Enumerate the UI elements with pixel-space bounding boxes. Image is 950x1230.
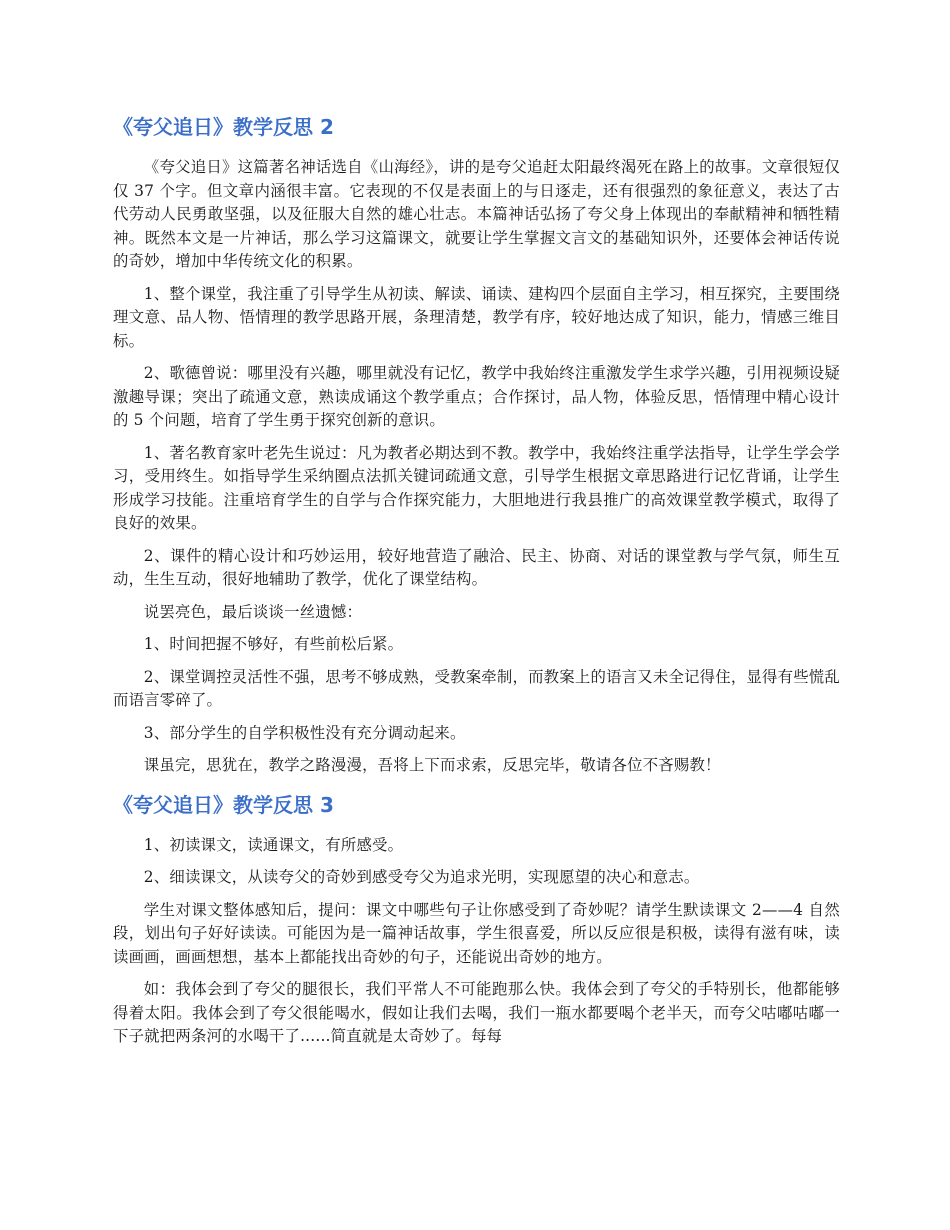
paragraph: 《夸父追日》这篇著名神话选自《山海经》，讲的是夸父追赶太阳最终渴死在路上的故事。文章很短仅仅 37 个字。但文章内涵很丰富。它表现的不仅是表面上的与日逐走，还有很强烈的象征意义，表达了古代劳动人民勇敢坚强，以及征服大自然的雄心壮志。本篇神话弘扬了夸父身上体现出的奉献精神和牺牲精神。既然本文是一片神话，那么学习这篇课文，就要让学生掌握文言文的基础知识外，还要体会神话传说的奇妙，增加中华传统文化的积累。 xyxy=(113,158,840,270)
section-title: 《夸父追日》教学反思 3 xyxy=(113,792,334,817)
paragraph: 课虽完，思犹在，教学之路漫漫，吾将上下而求索，反思完毕，敬请各位不吝赐教！ xyxy=(143,756,721,774)
paragraph: 2、歌德曾说：哪里没有兴趣，哪里就没有记忆，教学中我始终注重激发学生求学兴趣，引用视频设疑激趣导课；突出了疏通文意，熟读成诵这个教学重点；合作探讨，品人物，体验反思，悟情理中精心设计的 5 个问题，培育了学生勇于探究创新的意识。 xyxy=(113,364,840,429)
paragraph: 学生对课文整体感知后，提问：课文中哪些句子让你感受到了奇妙呢？请学生默读课文 2——4 自然段，划出句子好好读读。可能因为是一篇神话故事，学生很喜爱，所以反应很是积极，读得有滋有味，读读画画，画画想想，基本上都能找出奇妙的句子，还能说出奇妙的地方。 xyxy=(113,900,840,966)
paragraph: 1、整个课堂，我注重了引导学生从初读、解读、诵读、建构四个层面自主学习，相互探究，主要围绕理文意、品人物、悟情理的教学思路开展，条理清楚，教学有序，较好地达成了知识，能力，情感三维目标。 xyxy=(113,284,840,350)
paragraph: 2、课堂调控灵活性不强，思考不够成熟，受教案牵制，而教案上的语言又未全记得住，显得有些慌乱而语言零碎了。 xyxy=(113,667,840,709)
paragraph: 如：我体会到了夸父的腿很长，我们平常人不可能跑那么快。我体会到了夸父的手特别长，他都能够得着太阳。我体会到了夸父很能喝水，假如让我们去喝，我们一瓶水都要喝个老半天，而夸父咕嘟咕嘟一下子就把两条河的水喝干了......简直就是太奇妙了。每每 xyxy=(113,980,840,1045)
paragraph: 2、课件的精心设计和巧妙运用，较好地营造了融洽、民主、协商、对话的课堂教与学气氛，师生互动，生生互动，很好地辅助了教学，优化了课堂结构。 xyxy=(113,546,840,588)
paragraph: 3、部分学生的自学积极性没有充分调动起来。 xyxy=(143,723,466,742)
section-title: 《夸父追日》教学反思 2 xyxy=(113,115,334,139)
paragraph: 2、细读课文，从读夸父的奇妙到感受夸父为追求光明，实现愿望的决心和意志。 xyxy=(143,868,700,886)
paragraph: 说罢亮色，最后谈谈一丝遗憾： xyxy=(143,602,363,621)
paragraph: 1、初读课文，读通课文，有所感受。 xyxy=(143,835,404,854)
paragraph: 1、著名教育家叶老先生说过：凡为教者必期达到不教。教学中，我始终注重学法指导，让学生学会学习，受用终生。如指导学生采纳圈点法抓关键词疏通文意，引导学生根据文章思路进行记忆背诵，让学生形成学习技能。注重培育学生的自学与合作探究能力，大胆地进行我县推广的高效课堂教学模式，取得了良好的效果。 xyxy=(113,443,840,532)
paragraph: 1、时间把握不够好，有些前松后紧。 xyxy=(143,635,404,653)
